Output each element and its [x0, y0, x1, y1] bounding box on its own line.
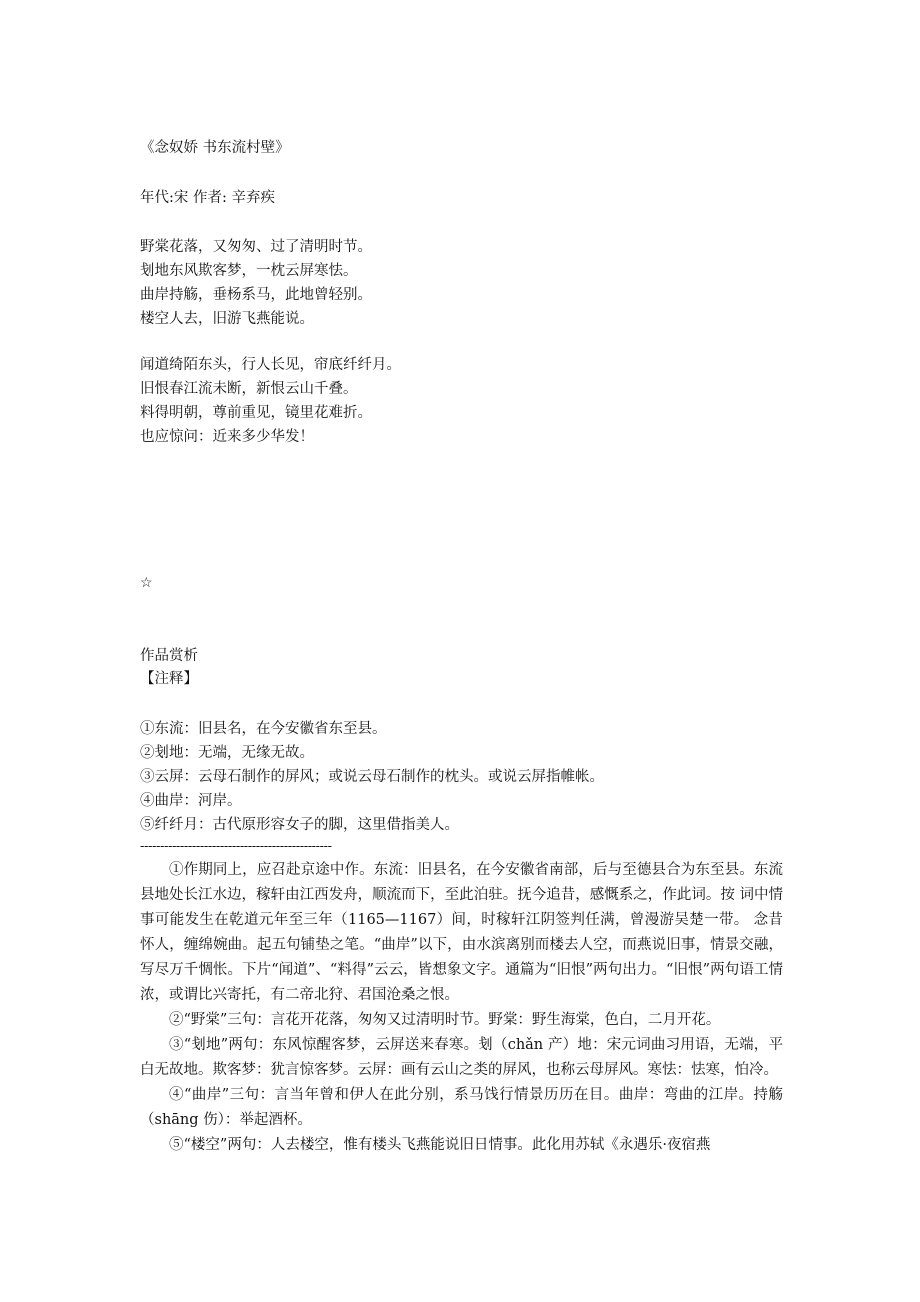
note-item: ①东流：旧县名，在今安徽省东至县。 — [140, 721, 387, 737]
poem-line: 曲岸持觞，垂杨系马，此地曾轻别。 — [140, 287, 372, 303]
poem-meta: 年代:宋 作者: 辛弃疾 — [140, 190, 275, 206]
notes-list — [140, 717, 604, 837]
poem-line: 料得明朝，尊前重见，镜里花难折。 — [140, 405, 372, 421]
commentary-paragraph: ①作期同上，应召赴京途中作。东流：旧县名，在今安徽省南部，后与至德县合为东至县。东流县地处长江水边，稼轩由江西发舟，顺流而下，至此泊驻。抚今追昔，感慨系之，作此词。按 词中情事可能发生在乾道元年至三年（1165—1167）间，时稼轩江阴签判任满，曾漫游吴楚一带。 念昔怀人，缠绵婉曲。起五句铺垫之笔。“曲岸”以下，由水滨离别而楼去人空，而燕说旧事，情景交融，写尽万千惆怅。下片“闻道”、“料得”云云，皆想象文字。通篇为“旧恨”两句出力。“旧恨”两句语工情浓，或谓比兴寄托，有二帝北狩、君国沧桑之恨。 — [140, 862, 783, 1003]
note-item: ④曲岸：河岸。 — [140, 793, 242, 809]
commentary-paragraph: ④“曲岸”三句：言当年曾和伊人在此分别，系马饯行情景历历在目。曲岸：弯曲的江岸。持觞（shāng 伤）：举起酒杯。 — [140, 1087, 783, 1128]
poem-line: 刬地东风欺客梦，一枕云屏寒怯。 — [140, 263, 358, 279]
section-title: 作品赏析 — [140, 648, 198, 664]
poem-text — [140, 235, 401, 449]
poem-line: 楼空人去，旧游飞燕能说。 — [140, 311, 314, 327]
poem-title: 《念奴娇 书东流村壁》 — [140, 140, 290, 156]
divider-line: ------------------------------------------------ — [140, 839, 332, 854]
note-item: ③云屏：云母石制作的屏风；或说云母石制作的枕头。或说云屏指帷帐。 — [140, 769, 604, 785]
commentary-paragraph: ⑤“楼空”两句：人去楼空，惟有楼头飞燕能说旧日情事。此化用苏轼《永遇乐·夜宿燕 — [169, 1137, 711, 1153]
poem-line: 旧恨春江流未断，新恨云山千叠。 — [140, 381, 358, 397]
commentary — [140, 858, 783, 1158]
poem-line: 也应惊问：近来多少华发！ — [140, 429, 314, 445]
poem-line: 闻道绮陌东头，行人长见，帘底纤纤月。 — [140, 357, 401, 373]
commentary-paragraph: ②“野棠”三句：言花开花落，匆匆又过清明时节。野棠：野生海棠，色白，二月开花。 — [169, 1012, 721, 1028]
poem-line: 野棠花落，又匆匆、过了清明时节。 — [140, 239, 372, 255]
note-item: ⑤纤纤月：古代原形容女子的脚，这里借指美人。 — [140, 817, 459, 833]
note-item: ②刬地：无端，无缘无故。 — [140, 745, 314, 761]
star-icon: ☆ — [140, 575, 153, 591]
commentary-paragraph: ③“刬地”两句：东风惊醒客梦，云屏送来春寒。刬（chǎn 产）地：宋元词曲习用语，无端，平白无故地。欺客梦：犹言惊客梦。云屏：画有云山之类的屏风，也称云母屏风。寒怯：怯寒，怕冷。 — [140, 1037, 783, 1078]
notes-heading: 【注释】 — [140, 671, 198, 687]
